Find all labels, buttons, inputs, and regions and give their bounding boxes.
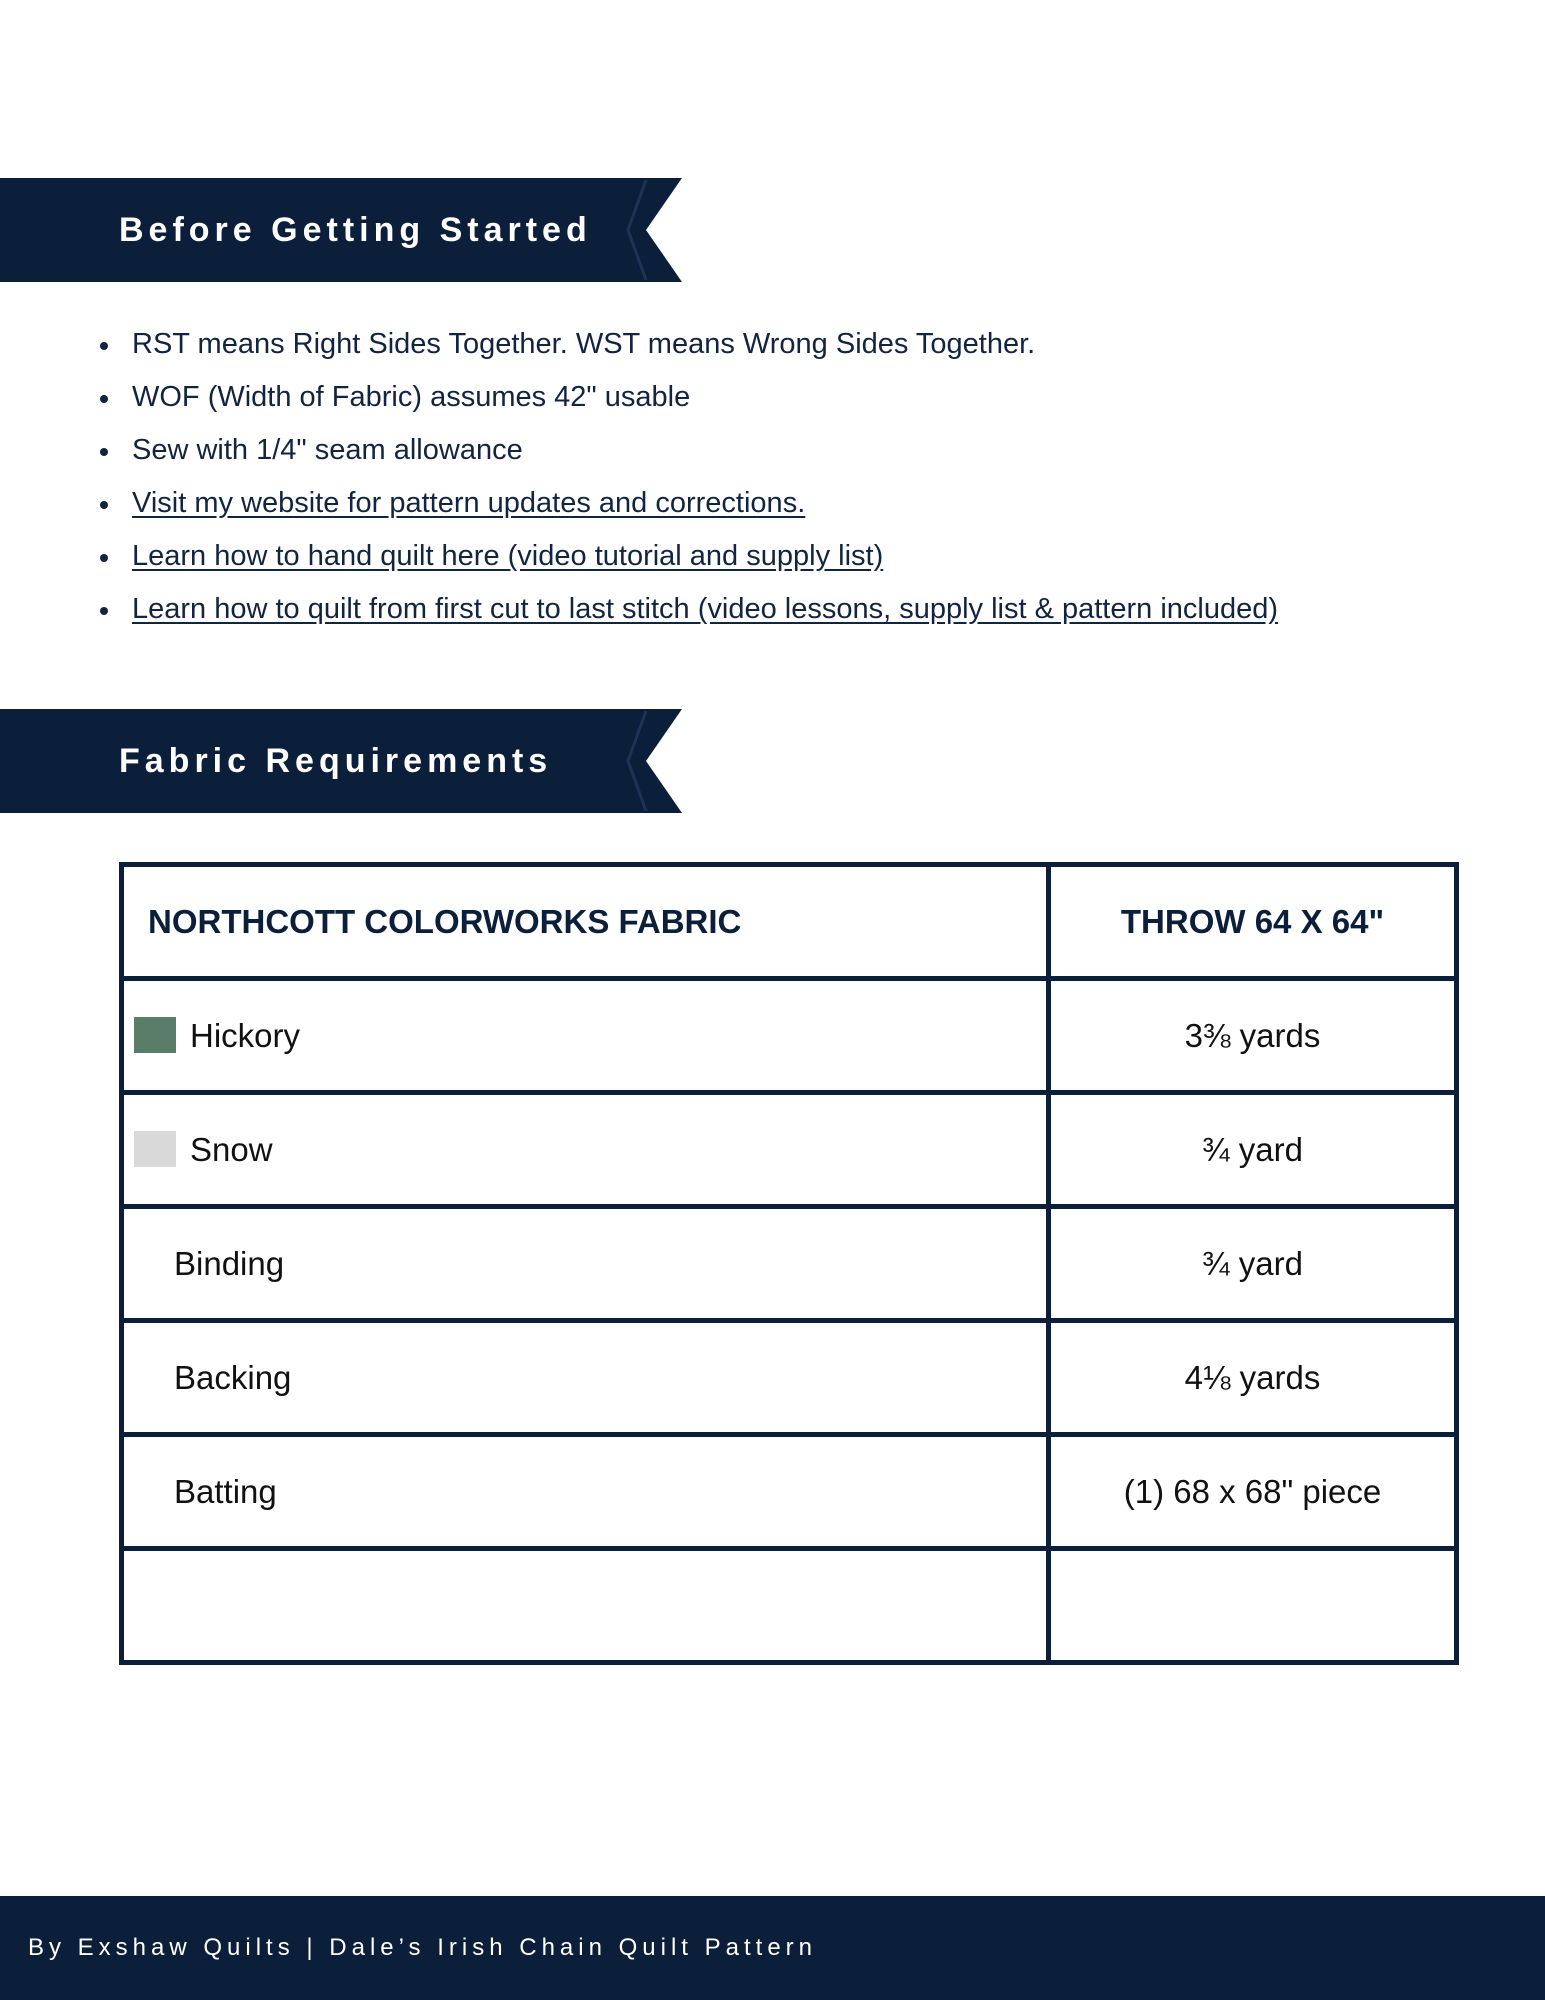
fabric-name: Batting xyxy=(174,1472,277,1510)
list-item-text: RST means Right Sides Together. WST means Wrong Sides Together. xyxy=(132,328,1036,360)
section-banner-fabric-requirements xyxy=(0,709,682,813)
quilt-course-link[interactable]: Learn how to quilt from first cut to last stitch (video lessons, supply list & pattern included) xyxy=(132,593,1279,625)
table-row xyxy=(122,979,1457,1093)
color-swatch xyxy=(134,1017,176,1053)
fabric-quantity xyxy=(1049,1549,1457,1663)
fabric-name-cell xyxy=(122,979,1049,1093)
table-header-row xyxy=(122,865,1457,979)
hand-quilt-link[interactable]: Learn how to hand quilt here (video tutorial and supply list) xyxy=(132,540,884,572)
fabric-name: Backing xyxy=(174,1358,292,1396)
list-item xyxy=(100,477,1480,530)
table-row xyxy=(122,1093,1457,1207)
fabric-quantity: 4⅛ yards xyxy=(1049,1321,1457,1435)
fabric-name-cell xyxy=(122,1093,1049,1207)
section-title: Before Getting Started xyxy=(119,211,592,249)
table-row xyxy=(122,1207,1457,1321)
list-item-text: WOF (Width of Fabric) assumes 42" usable xyxy=(132,381,691,413)
list-item xyxy=(100,318,1480,371)
list-item xyxy=(100,424,1480,477)
list-item xyxy=(100,583,1480,636)
fabric-quantity: ¾ yard xyxy=(1049,1207,1457,1321)
page-footer xyxy=(0,1896,1545,2000)
list-item xyxy=(100,530,1480,583)
table-row xyxy=(122,1549,1457,1663)
fabric-name: Hickory xyxy=(190,1016,301,1054)
fabric-name-cell xyxy=(122,1549,1049,1663)
fabric-name-cell xyxy=(122,1207,1049,1321)
fabric-name-cell xyxy=(122,1321,1049,1435)
instructions-list xyxy=(100,318,1480,636)
fabric-name-cell xyxy=(122,1435,1049,1549)
fabric-quantity: 3⅜ yards xyxy=(1049,979,1457,1093)
fabric-name: Snow xyxy=(190,1130,273,1168)
fabric-quantity: ¾ yard xyxy=(1049,1093,1457,1207)
table-row xyxy=(122,1435,1457,1549)
section-banner-before-getting-started xyxy=(0,178,682,282)
column-header-size: THROW 64 X 64" xyxy=(1049,865,1457,979)
column-header-fabric: NORTHCOTT COLORWORKS FABRIC xyxy=(122,865,1049,979)
fabric-quantity: (1) 68 x 68" piece xyxy=(1049,1435,1457,1549)
website-link[interactable]: Visit my website for pattern updates and corrections. xyxy=(132,487,806,519)
list-item xyxy=(100,371,1480,424)
color-swatch xyxy=(134,1131,176,1167)
fabric-requirements-table xyxy=(119,862,1459,1665)
table-row xyxy=(122,1321,1457,1435)
fabric-name: Binding xyxy=(174,1244,285,1282)
list-item-text: Sew with 1/4" seam allowance xyxy=(132,434,523,466)
section-title: Fabric Requirements xyxy=(119,742,553,780)
footer-text: By Exshaw Quilts | Dale’s Irish Chain Quilt Pattern xyxy=(28,1934,817,1961)
